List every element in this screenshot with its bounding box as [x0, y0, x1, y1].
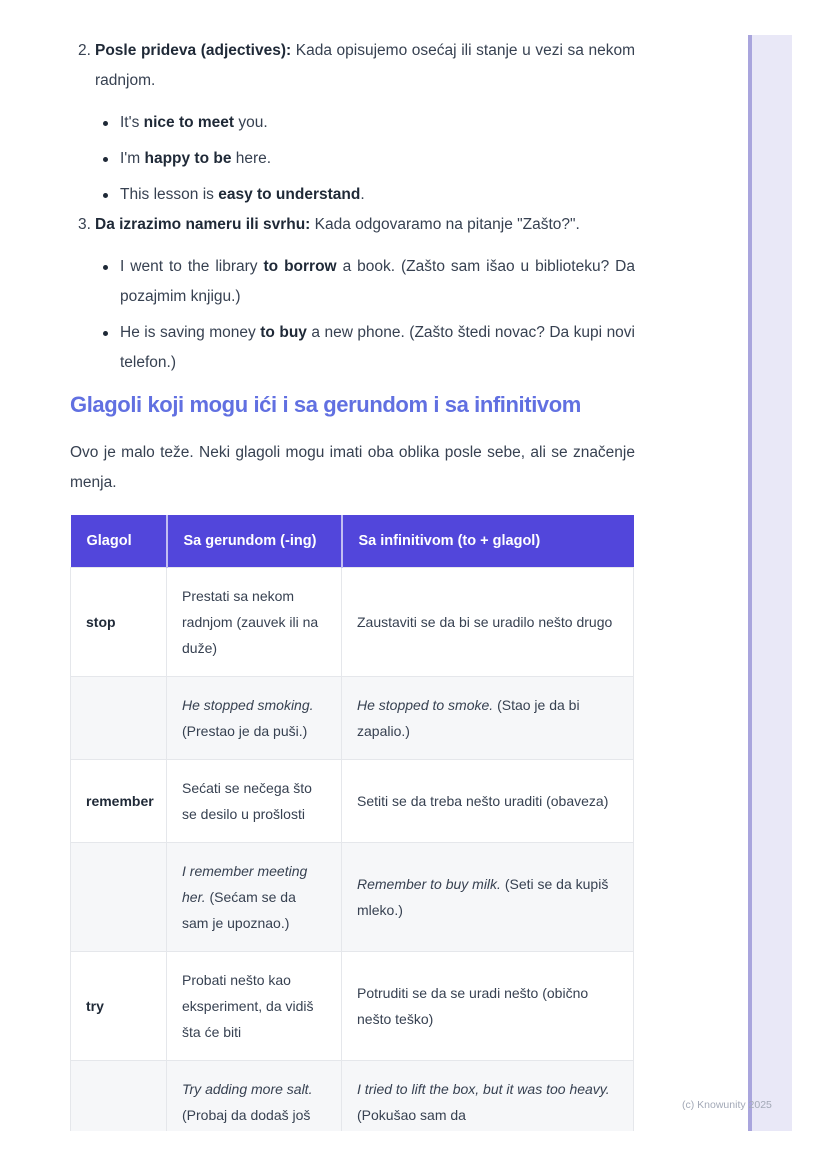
bullet-item — [95, 144, 635, 174]
list-item-body — [95, 210, 635, 378]
section-intro: Ovo je malo teže. Neki glagoli mogu imati oba oblika posle sebe, ali se značenje menja. — [70, 444, 635, 491]
document-content — [70, 0, 635, 1131]
table-header-row — [71, 515, 634, 568]
bullet-item — [95, 252, 635, 312]
list-item-body — [95, 36, 635, 210]
bullet-item — [95, 318, 635, 378]
italic-text-segment: He stopped to smoke. — [357, 697, 494, 713]
list-item-number: 3. — [78, 216, 91, 233]
bold-text-segment: happy to be — [144, 150, 232, 167]
gerund-cell — [167, 952, 342, 1061]
infinitive-cell — [342, 843, 634, 952]
table-header-cell: Sa infinitivom (to + glagol) — [342, 515, 634, 568]
normal-text-segment: (Pokušao sam da — [357, 1107, 466, 1123]
normal-text-segment: I went to the library — [120, 258, 264, 275]
normal-text-segment: a new phone. (Zašto štedi novac? Da kupi novi telefon.) — [120, 324, 636, 371]
list-item — [70, 36, 635, 210]
table-row — [71, 760, 634, 843]
table-row — [71, 843, 634, 952]
normal-text-segment: He is saving money — [120, 324, 261, 341]
normal-text-segment: Sećati se nečega što se desilo u prošlosti — [182, 780, 312, 822]
normal-text-segment: (Prestao je da puši.) — [182, 723, 308, 739]
normal-text-segment: Probati nešto kao eksperiment, da vidiš šta će biti — [182, 972, 314, 1040]
section-heading: Glagoli koji mogu ići i sa gerundom i sa infinitivom — [70, 392, 581, 417]
verb-cell: try — [71, 952, 167, 1061]
table-row — [71, 568, 634, 677]
verb-cell: remember — [71, 760, 167, 843]
list-item-lead: Da izrazimo nameru ili svrhu: — [95, 216, 311, 233]
bold-text-segment: to buy — [260, 324, 307, 341]
table-header-row — [71, 515, 634, 568]
verb-cell — [71, 677, 167, 760]
normal-text-segment: here. — [231, 150, 272, 167]
normal-text-segment: Potruditi se da se uradi nešto (obično nešto teško) — [357, 985, 589, 1027]
verb-cell — [71, 1061, 167, 1132]
table-body — [71, 568, 634, 1132]
gerund-cell — [167, 568, 342, 677]
bullet-item — [95, 180, 635, 210]
gerund-cell — [167, 843, 342, 952]
gerund-cell — [167, 1061, 342, 1132]
verb-cell — [71, 843, 167, 952]
list-item-number: 2. — [78, 42, 91, 59]
normal-text-segment: This lesson is — [120, 186, 219, 203]
normal-text-segment: Zaustaviti se da bi se uradilo nešto drugo — [357, 614, 613, 630]
list-item — [70, 210, 635, 378]
italic-text-segment: He stopped smoking. — [182, 697, 314, 713]
table-row — [71, 952, 634, 1061]
italic-text-segment: Try adding more salt. — [182, 1081, 313, 1097]
gerund-infinitive-table — [70, 515, 634, 1131]
gerund-cell — [167, 760, 342, 843]
infinitive-cell — [342, 568, 634, 677]
bullet-list — [95, 252, 635, 378]
bold-text-segment: easy to understand — [218, 186, 361, 203]
copyright-footer: (c) Knowunity 2025 — [682, 1099, 772, 1111]
normal-text-segment: (Sećam se da sam je upoznao.) — [182, 889, 296, 931]
infinitive-cell — [342, 677, 634, 760]
normal-text-segment: (Seti se da kupiš mleko.) — [357, 876, 609, 918]
table-header-cell: Glagol — [71, 515, 167, 568]
table-header-cell: Sa gerundom (-ing) — [167, 515, 342, 568]
gerund-cell — [167, 677, 342, 760]
normal-text-segment: (Probaj da dodaš još — [182, 1107, 311, 1123]
list-item-lead: Posle prideva (adjectives): — [95, 42, 292, 59]
infinitive-cell — [342, 952, 634, 1061]
page-ribbon-decoration — [748, 35, 792, 1131]
list-item-text: Da izrazimo nameru ili svrhu: Kada odgovaramo na pitanje "Zašto?". — [95, 216, 580, 233]
bullet-list — [95, 108, 635, 210]
list-item-text: Posle prideva (adjectives): Kada opisujemo osećaj ili stanje u vezi sa nekom radnjom. — [95, 42, 635, 89]
normal-text-segment: . — [360, 186, 365, 203]
normal-text-segment: Setiti se da treba nešto uraditi (obaveza) — [357, 793, 609, 809]
table-row — [71, 677, 634, 760]
italic-text-segment: I tried to lift the box, but it was too heavy. — [357, 1081, 610, 1097]
normal-text-segment: Prestati sa nekom radnjom (zauvek ili na duže) — [182, 588, 319, 656]
table-row — [71, 1061, 634, 1132]
normal-text-segment: (Stao je da bi zapalio.) — [357, 697, 580, 739]
normal-text-segment: It's — [120, 114, 144, 131]
infinitive-cell — [342, 760, 634, 843]
italic-text-segment: I remember meeting her. — [182, 863, 308, 905]
verb-cell: stop — [71, 568, 167, 677]
bullet-item — [95, 108, 635, 138]
normal-text-segment: a book. (Zašto sam išao u biblioteku? Da pozajmim knjigu.) — [120, 258, 635, 305]
bold-text-segment: to borrow — [263, 258, 337, 275]
numbered-list — [70, 36, 635, 378]
normal-text-segment: I'm — [120, 150, 145, 167]
bold-text-segment: nice to meet — [143, 114, 235, 131]
normal-text-segment: you. — [234, 114, 268, 131]
infinitive-cell — [342, 1061, 634, 1132]
italic-text-segment: Remember to buy milk. — [357, 876, 501, 892]
